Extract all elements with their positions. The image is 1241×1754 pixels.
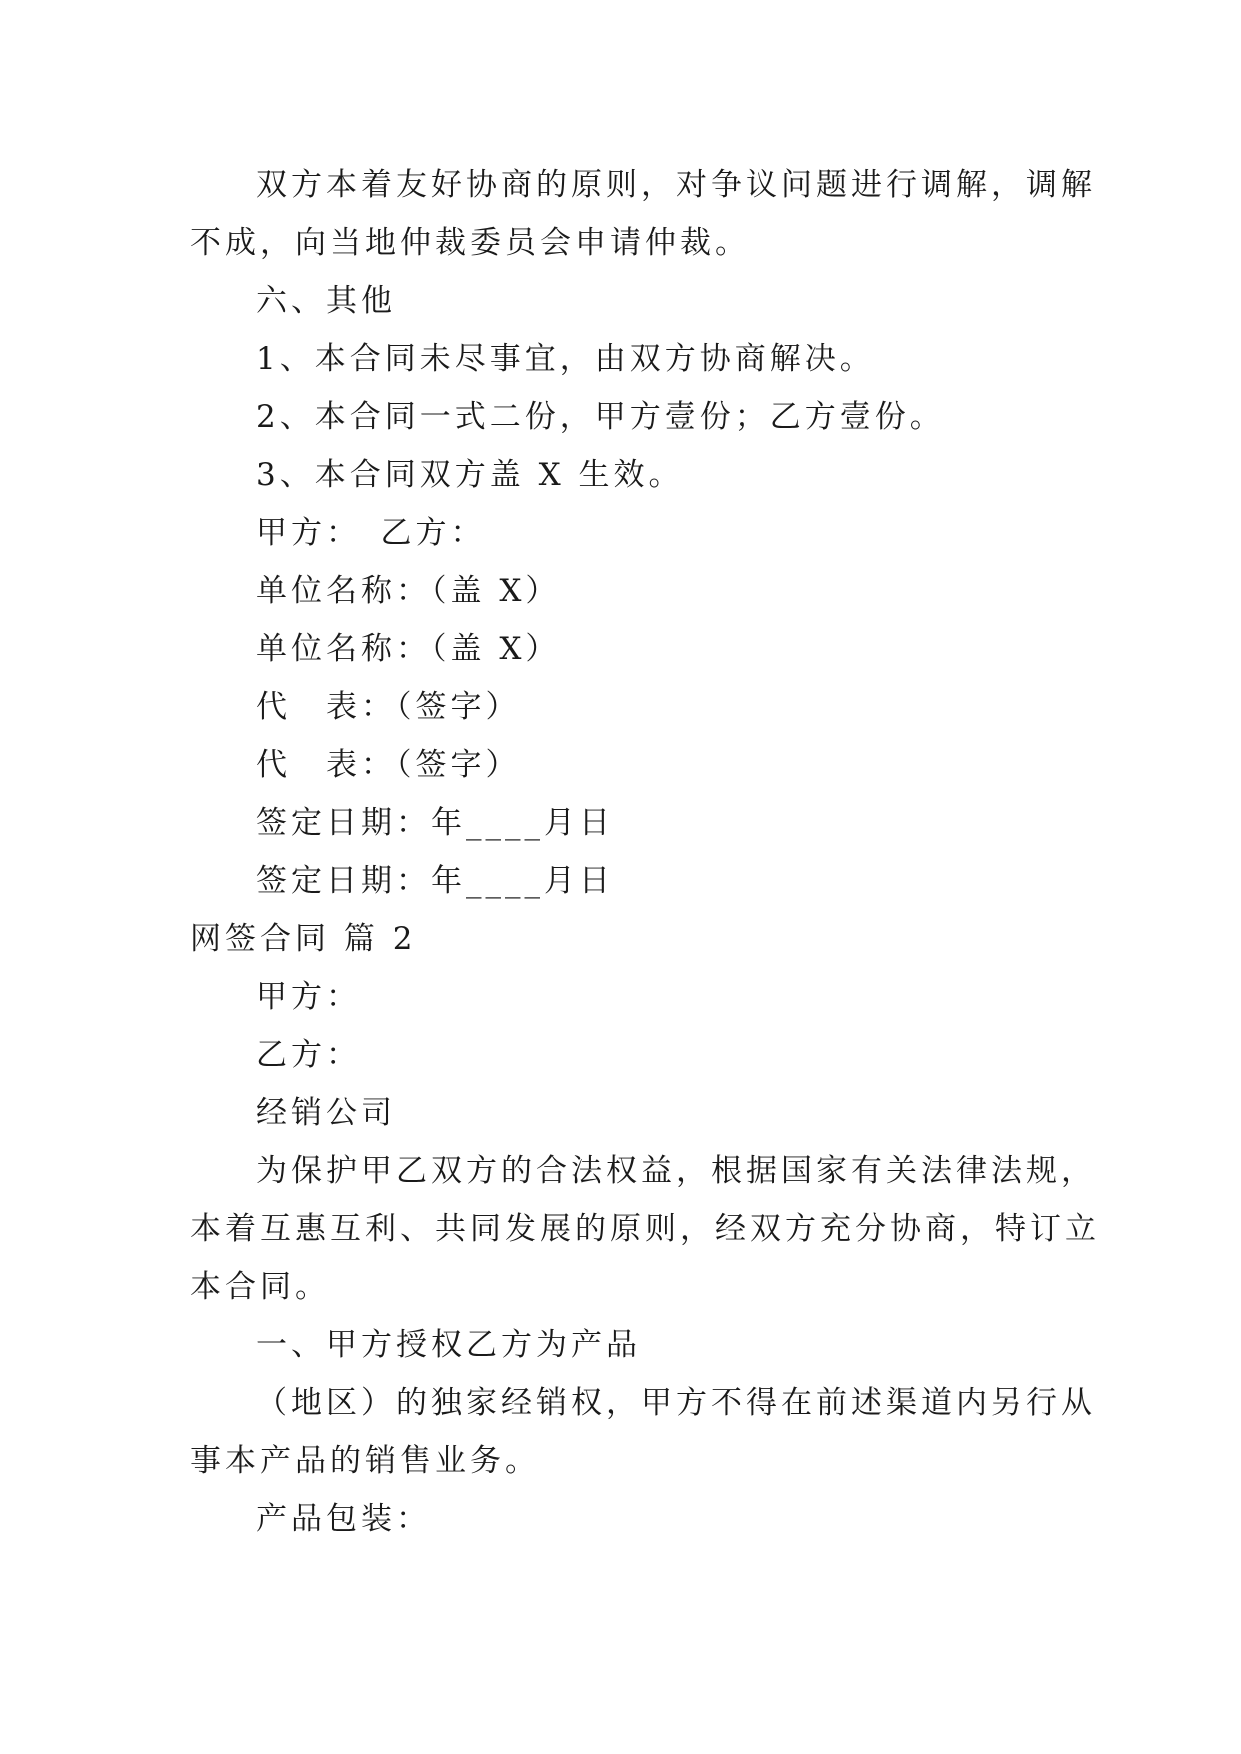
signature-field: 代 表：（签字） xyxy=(256,747,521,783)
clause-line: 2、本合同一式二份，甲方壹份；乙方壹份。 xyxy=(256,399,945,435)
party-line: 甲方： 乙方： xyxy=(256,515,486,551)
clause-line: 3、本合同双方盖 X 生效。 xyxy=(256,457,684,493)
party-line: 甲方： xyxy=(256,979,361,1015)
paragraph-line: 本着互惠互利、共同发展的原则，经双方充分协商，特订立 xyxy=(190,1211,1100,1247)
paragraph-line: 双方本着友好协商的原则，对争议问题进行调解，调解 xyxy=(256,167,1096,203)
paragraph-line: 不成，向当地仲裁委员会申请仲裁。 xyxy=(190,225,750,261)
paragraph-line: 产品包装： xyxy=(256,1501,431,1537)
paragraph-line: （地区）的独家经销权，甲方不得在前述渠道内另行从 xyxy=(256,1385,1096,1421)
party-line: 乙方： xyxy=(256,1037,361,1073)
signature-field: 单位名称：（盖 X） xyxy=(256,631,561,667)
paragraph-line: 本合同。 xyxy=(190,1269,330,1305)
signature-field: 代 表：（签字） xyxy=(256,689,521,725)
section-heading: 六、其他 xyxy=(256,283,396,319)
date-field: 签定日期：年____月日 xyxy=(256,863,614,899)
paragraph-line: 事本产品的销售业务。 xyxy=(190,1443,540,1479)
paragraph-line: 经销公司 xyxy=(256,1095,396,1131)
clause-line: 1、本合同未尽事宜，由双方协商解决。 xyxy=(256,341,875,377)
clause-line: 一、甲方授权乙方为产品 xyxy=(256,1327,641,1363)
paragraph-line: 为保护甲乙双方的合法权益，根据国家有关法律法规， xyxy=(256,1153,1096,1189)
section-title: 网签合同 篇 2 xyxy=(190,921,417,957)
signature-field: 单位名称：（盖 X） xyxy=(256,573,561,609)
date-field: 签定日期：年____月日 xyxy=(256,805,614,841)
